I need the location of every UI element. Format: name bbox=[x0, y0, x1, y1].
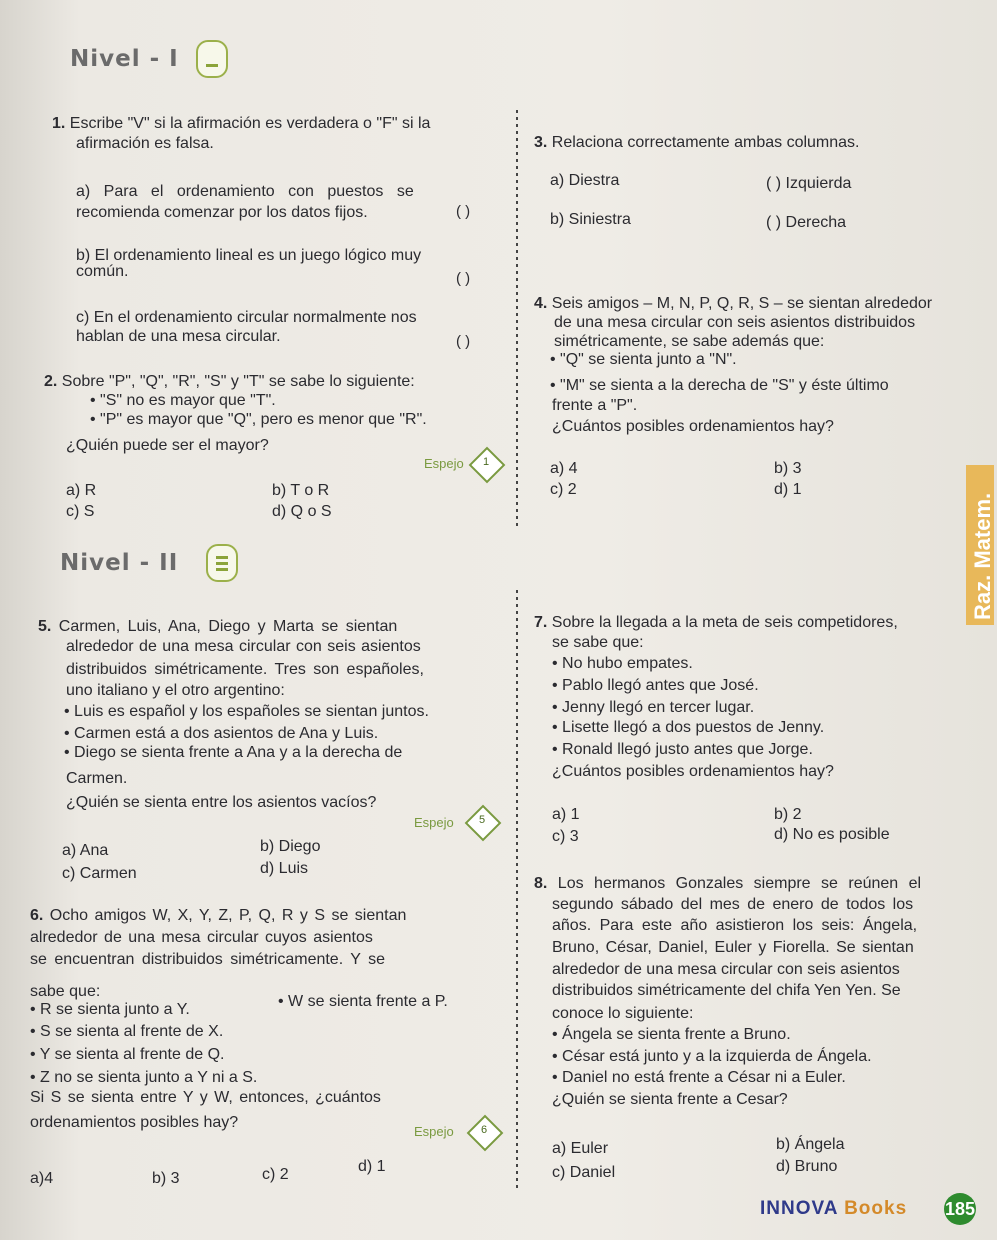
q8-line4: Bruno, César, Daniel, Euler y Fiorella. Se sientan bbox=[552, 939, 914, 956]
q1-b-line2: común. bbox=[76, 263, 129, 280]
q2-stem: 2. Sobre "P", "Q", "R", "S" y "T" se sabe lo siguiente: bbox=[44, 373, 415, 390]
q5-condition-3b: Carmen. bbox=[66, 770, 128, 787]
q8-line5: alrededor de una mesa circular con seis asientos bbox=[552, 961, 900, 978]
publisher-brand: INNOVA Books bbox=[760, 1198, 908, 1219]
q8-condition-3: • Daniel no está frente a César ni a Euler. bbox=[552, 1068, 846, 1088]
q6-option-b[interactable]: b) 3 bbox=[152, 1170, 180, 1187]
q5-condition-3: • Diego se sienta frente a Ana y a la derecha de bbox=[64, 743, 402, 763]
q8-condition-1: • Ángela se sienta frente a Bruno. bbox=[552, 1025, 791, 1045]
q3-stem: 3. Relaciona correctamente ambas columnas. bbox=[534, 134, 860, 151]
level-two-title: Nivel - II bbox=[60, 550, 179, 576]
q6-line3: se encuentran distribuidos simétricamente. Y se bbox=[30, 951, 386, 968]
q2-option-b[interactable]: b) T o R bbox=[272, 482, 330, 499]
q7-stem: 7. Sobre la llegada a la meta de seis competidores, bbox=[534, 614, 898, 631]
q5-condition-2: • Carmen está a dos asientos de Ana y Luis. bbox=[64, 724, 378, 744]
q7-condition-4: • Lisette llegó a dos puestos de Jenny. bbox=[552, 718, 824, 738]
q7-option-d[interactable]: d) No es posible bbox=[774, 826, 890, 843]
q1-b-line1: b) El ordenamiento lineal es un juego lógico muy bbox=[76, 247, 422, 264]
q5-espejo-number: 5 bbox=[478, 814, 486, 826]
q5-option-d[interactable]: d) Luis bbox=[260, 860, 309, 877]
q4-line3: simétricamente, se sabe además que: bbox=[554, 333, 825, 350]
q6-condition-2: • S se sienta al frente de X. bbox=[30, 1022, 223, 1042]
q4-line2: de una mesa circular con seis asientos distribuidos bbox=[554, 314, 916, 331]
q1-c-line2: hablan de una mesa circular. bbox=[76, 328, 281, 345]
q1-c-line1: c) En el ordenamiento circular normalmente nos bbox=[76, 309, 417, 326]
q7-condition-2: • Pablo llegó antes que José. bbox=[552, 676, 759, 696]
q3-left-a: a) Diestra bbox=[550, 172, 620, 189]
q4-condition-1: • "Q" se sienta junto a "N". bbox=[550, 350, 737, 370]
q4-stem: 4. Seis amigos – M, N, P, Q, R, S – se sientan alrededor bbox=[534, 295, 933, 312]
q2-espejo-label: Espejo bbox=[424, 456, 464, 471]
q4-option-d[interactable]: d) 1 bbox=[774, 481, 802, 498]
battery-level-icon bbox=[206, 544, 238, 582]
q7-condition-5: • Ronald llegó justo antes que Jorge. bbox=[552, 740, 813, 760]
q7-condition-3: • Jenny llegó en tercer lugar. bbox=[552, 698, 754, 718]
q7-condition-1: • No hubo empates. bbox=[552, 654, 693, 674]
q5-stem: 5. Carmen, Luis, Ana, Diego y Marta se sientan bbox=[38, 618, 398, 635]
q6-espejo-label: Espejo bbox=[414, 1124, 454, 1139]
q5-espejo-label: Espejo bbox=[414, 815, 454, 830]
q8-question: ¿Quién se sienta frente a Cesar? bbox=[552, 1091, 788, 1108]
q6-line4: sabe que: bbox=[30, 983, 101, 1000]
q8-stem: 8. Los hermanos Gonzales siempre se reúnen el bbox=[534, 875, 922, 892]
q5-line4: uno italiano y el otro argentino: bbox=[66, 682, 285, 699]
q4-question: ¿Cuántos posibles ordenamientos hay? bbox=[552, 418, 834, 435]
q2-espejo-number: 1 bbox=[482, 456, 490, 468]
q5-option-b[interactable]: b) Diego bbox=[260, 838, 321, 855]
q7-line2: se sabe que: bbox=[552, 634, 644, 651]
q8-option-a[interactable]: a) Euler bbox=[552, 1140, 609, 1157]
q1-b-answer-blank[interactable]: ( ) bbox=[456, 270, 471, 287]
q6-stem: 6. Ocho amigos W, X, Y, Z, P, Q, R y S se sientan bbox=[30, 907, 407, 924]
q4-option-b[interactable]: b) 3 bbox=[774, 460, 802, 477]
q4-option-a[interactable]: a) 4 bbox=[550, 460, 578, 477]
q5-question: ¿Quién se sienta entre los asientos vacíos? bbox=[66, 794, 377, 811]
q4-condition-2: • "M" se sienta a la derecha de "S" y éste último bbox=[550, 376, 889, 396]
q5-line2: alrededor de una mesa circular con seis asientos bbox=[66, 638, 421, 655]
q6-option-a[interactable]: a)4 bbox=[30, 1170, 54, 1187]
column-divider bbox=[516, 110, 518, 530]
q1-a-line2: recomienda comenzar por los datos fijos. bbox=[76, 204, 368, 221]
q8-option-b[interactable]: b) Ángela bbox=[776, 1136, 845, 1153]
q8-option-d[interactable]: d) Bruno bbox=[776, 1158, 838, 1175]
q3-right-derecha[interactable]: ( ) Derecha bbox=[766, 214, 847, 231]
q1-c-answer-blank[interactable]: ( ) bbox=[456, 333, 471, 350]
q8-line6: distribuidos simétricamente del chifa Yen Yen. Se bbox=[552, 982, 901, 999]
q3-left-b: b) Siniestra bbox=[550, 211, 631, 228]
q4-option-c[interactable]: c) 2 bbox=[550, 481, 577, 498]
q5-option-c[interactable]: c) Carmen bbox=[62, 865, 137, 882]
q8-line3: años. Para este año asistieron los seis: Ángela, bbox=[552, 917, 918, 934]
q6-option-d[interactable]: d) 1 bbox=[358, 1158, 386, 1175]
q6-condition-1-right: • W se sienta frente a P. bbox=[278, 992, 448, 1012]
q7-option-c[interactable]: c) 3 bbox=[552, 828, 579, 845]
q6-question-2: ordenamientos posibles hay? bbox=[30, 1114, 239, 1131]
subject-side-label: Raz. Matem. bbox=[970, 492, 995, 620]
q8-condition-2: • César está junto y a la izquierda de Ángela. bbox=[552, 1047, 872, 1067]
q5-option-a[interactable]: a) Ana bbox=[62, 842, 109, 859]
q2-option-c[interactable]: c) S bbox=[66, 503, 95, 520]
page-number-badge: 185 bbox=[944, 1193, 976, 1225]
q6-option-c[interactable]: c) 2 bbox=[262, 1166, 289, 1183]
q1-a-answer-blank[interactable]: ( ) bbox=[456, 203, 471, 220]
q8-line7: conoce lo siguiente: bbox=[552, 1005, 694, 1022]
q2-condition-2: • "P" es mayor que "Q", pero es menor que "R". bbox=[90, 410, 427, 430]
q2-option-d[interactable]: d) Q o S bbox=[272, 503, 332, 520]
q5-line3: distribuidos simétricamente. Tres son españoles, bbox=[66, 661, 424, 678]
q6-condition-3: • Y se sienta al frente de Q. bbox=[30, 1045, 224, 1065]
q6-line2: alrededor de una mesa circular cuyos asientos bbox=[30, 929, 373, 946]
q4-condition-2b: frente a "P". bbox=[552, 397, 638, 414]
q6-condition-4: • Z no se sienta junto a Y ni a S. bbox=[30, 1068, 257, 1088]
q8-line2: segundo sábado del mes de enero de todos los bbox=[552, 896, 914, 913]
q7-option-a[interactable]: a) 1 bbox=[552, 806, 580, 823]
q1-stem: 1. Escribe "V" si la afirmación es verdadera o "F" si la bbox=[52, 115, 431, 132]
level-one-title: Nivel - I bbox=[70, 46, 179, 72]
q1-a-line1: a) Para el ordenamiento con puestos se bbox=[76, 183, 414, 200]
q1-stem-2: afirmación es falsa. bbox=[76, 135, 214, 152]
q3-right-izquierda[interactable]: ( ) Izquierda bbox=[766, 175, 852, 192]
column-divider-lower bbox=[516, 590, 518, 1190]
q7-question: ¿Cuántos posibles ordenamientos hay? bbox=[552, 763, 834, 780]
q2-option-a[interactable]: a) R bbox=[66, 482, 97, 499]
q6-question-1: Si S se sienta entre Y y W, entonces, ¿cuántos bbox=[30, 1089, 381, 1106]
q6-espejo-number: 6 bbox=[480, 1124, 488, 1136]
q6-condition-1: • R se sienta junto a Y. bbox=[30, 1000, 190, 1020]
q7-option-b[interactable]: b) 2 bbox=[774, 806, 802, 823]
q5-condition-1: • Luis es español y los españoles se sientan juntos. bbox=[64, 702, 429, 722]
battery-level-icon bbox=[196, 40, 228, 78]
q2-question: ¿Quién puede ser el mayor? bbox=[66, 437, 269, 454]
q2-condition-1: • "S" no es mayor que "T". bbox=[90, 391, 276, 411]
q8-option-c[interactable]: c) Daniel bbox=[552, 1164, 616, 1181]
